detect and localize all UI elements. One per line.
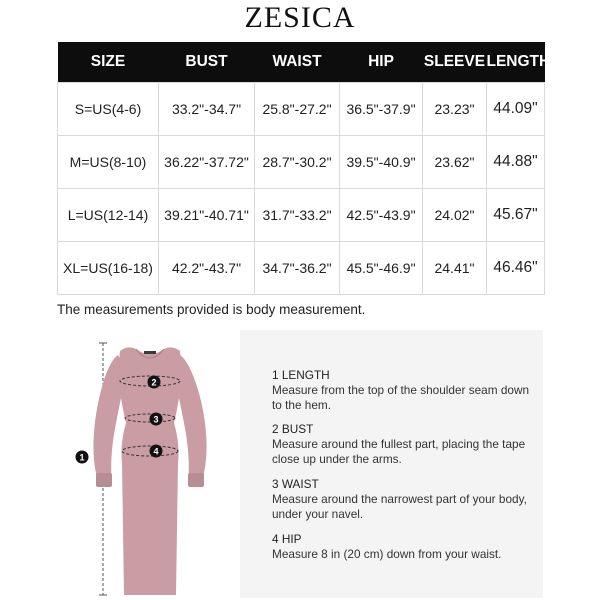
dress-label-tag	[144, 351, 156, 354]
table-header-row	[58, 42, 545, 82]
cell-size: L=US(12-14)	[58, 188, 159, 241]
cell-size: S=US(4-6)	[58, 82, 159, 135]
cell-hip: 42.5"-43.9"	[340, 188, 423, 241]
guide-description: Measure around the fullest part, placing the tape close up under the arms.	[272, 437, 526, 466]
cell-sleeve: 24.02"	[423, 188, 487, 241]
table-row	[58, 82, 545, 135]
cell-sleeve: 23.62"	[423, 135, 487, 188]
guide-description: Measure 8 in (20 cm) down from your waist.	[272, 547, 502, 561]
cell-hip: 36.5"-37.9"	[340, 82, 423, 135]
cell-length: 44.09"	[487, 82, 545, 135]
cell-length: 44.88"	[487, 135, 545, 188]
dress-measurement-illustration	[70, 333, 230, 598]
cell-bust: 39.21"-40.71"	[159, 188, 255, 241]
cell-sleeve: 24.41"	[423, 241, 487, 294]
cell-waist: 31.7"-33.2"	[255, 188, 340, 241]
brand-logo: ZESICA	[244, 1, 356, 34]
svg-text:4: 4	[153, 446, 159, 457]
svg-text:1: 1	[79, 452, 85, 463]
header-sleeve: SLEEVE	[423, 42, 487, 82]
guide-description: Measure around the narrowest part of your body, under your navel.	[272, 492, 527, 521]
svg-text:3: 3	[153, 414, 159, 425]
table-row	[58, 135, 545, 188]
cell-bust: 33.2"-34.7"	[159, 82, 255, 135]
cell-sleeve: 23.23"	[423, 82, 487, 135]
cell-length: 45.67"	[487, 188, 545, 241]
guide-item-hip	[272, 532, 532, 562]
header-bust: BUST	[159, 42, 255, 82]
header-hip: HIP	[340, 42, 423, 82]
guide-title: 4 HIP	[272, 532, 302, 546]
marker-2	[148, 376, 161, 389]
header-size: SIZE	[58, 42, 159, 82]
guide-description: Measure from the top of the shoulder seam down to the hem.	[272, 383, 530, 412]
header-length: LENGTH	[487, 42, 545, 82]
header-waist: WAIST	[255, 42, 340, 82]
cell-size: M=US(8-10)	[58, 135, 159, 188]
guide-title: 1 LENGTH	[272, 368, 330, 382]
measurement-note: The measurements provided is body measurement.	[57, 302, 366, 317]
cell-size: XL=US(16-18)	[58, 241, 159, 294]
marker-3	[150, 413, 163, 426]
guide-title: 2 BUST	[272, 422, 314, 436]
cell-waist: 25.8"-27.2"	[255, 82, 340, 135]
table-row	[58, 241, 545, 294]
cell-waist: 28.7"-30.2"	[255, 135, 340, 188]
cell-waist: 34.7"-36.2"	[255, 241, 340, 294]
guide-item-waist	[272, 477, 532, 522]
cell-hip: 39.5"-40.9"	[340, 135, 423, 188]
marker-4	[150, 445, 163, 458]
table-row	[58, 188, 545, 241]
guide-item-bust	[272, 422, 532, 467]
cell-hip: 45.5"-46.9"	[340, 241, 423, 294]
cell-bust: 36.22"-37.72"	[159, 135, 255, 188]
guide-title: 3 WAIST	[272, 477, 319, 491]
guide-item-length	[272, 368, 532, 413]
svg-text:2: 2	[151, 377, 157, 388]
cell-bust: 42.2"-43.7"	[159, 241, 255, 294]
marker-1	[76, 451, 89, 464]
cell-length: 46.46"	[487, 241, 545, 294]
size-chart-table	[57, 42, 551, 295]
measurement-guide-panel	[240, 330, 543, 598]
